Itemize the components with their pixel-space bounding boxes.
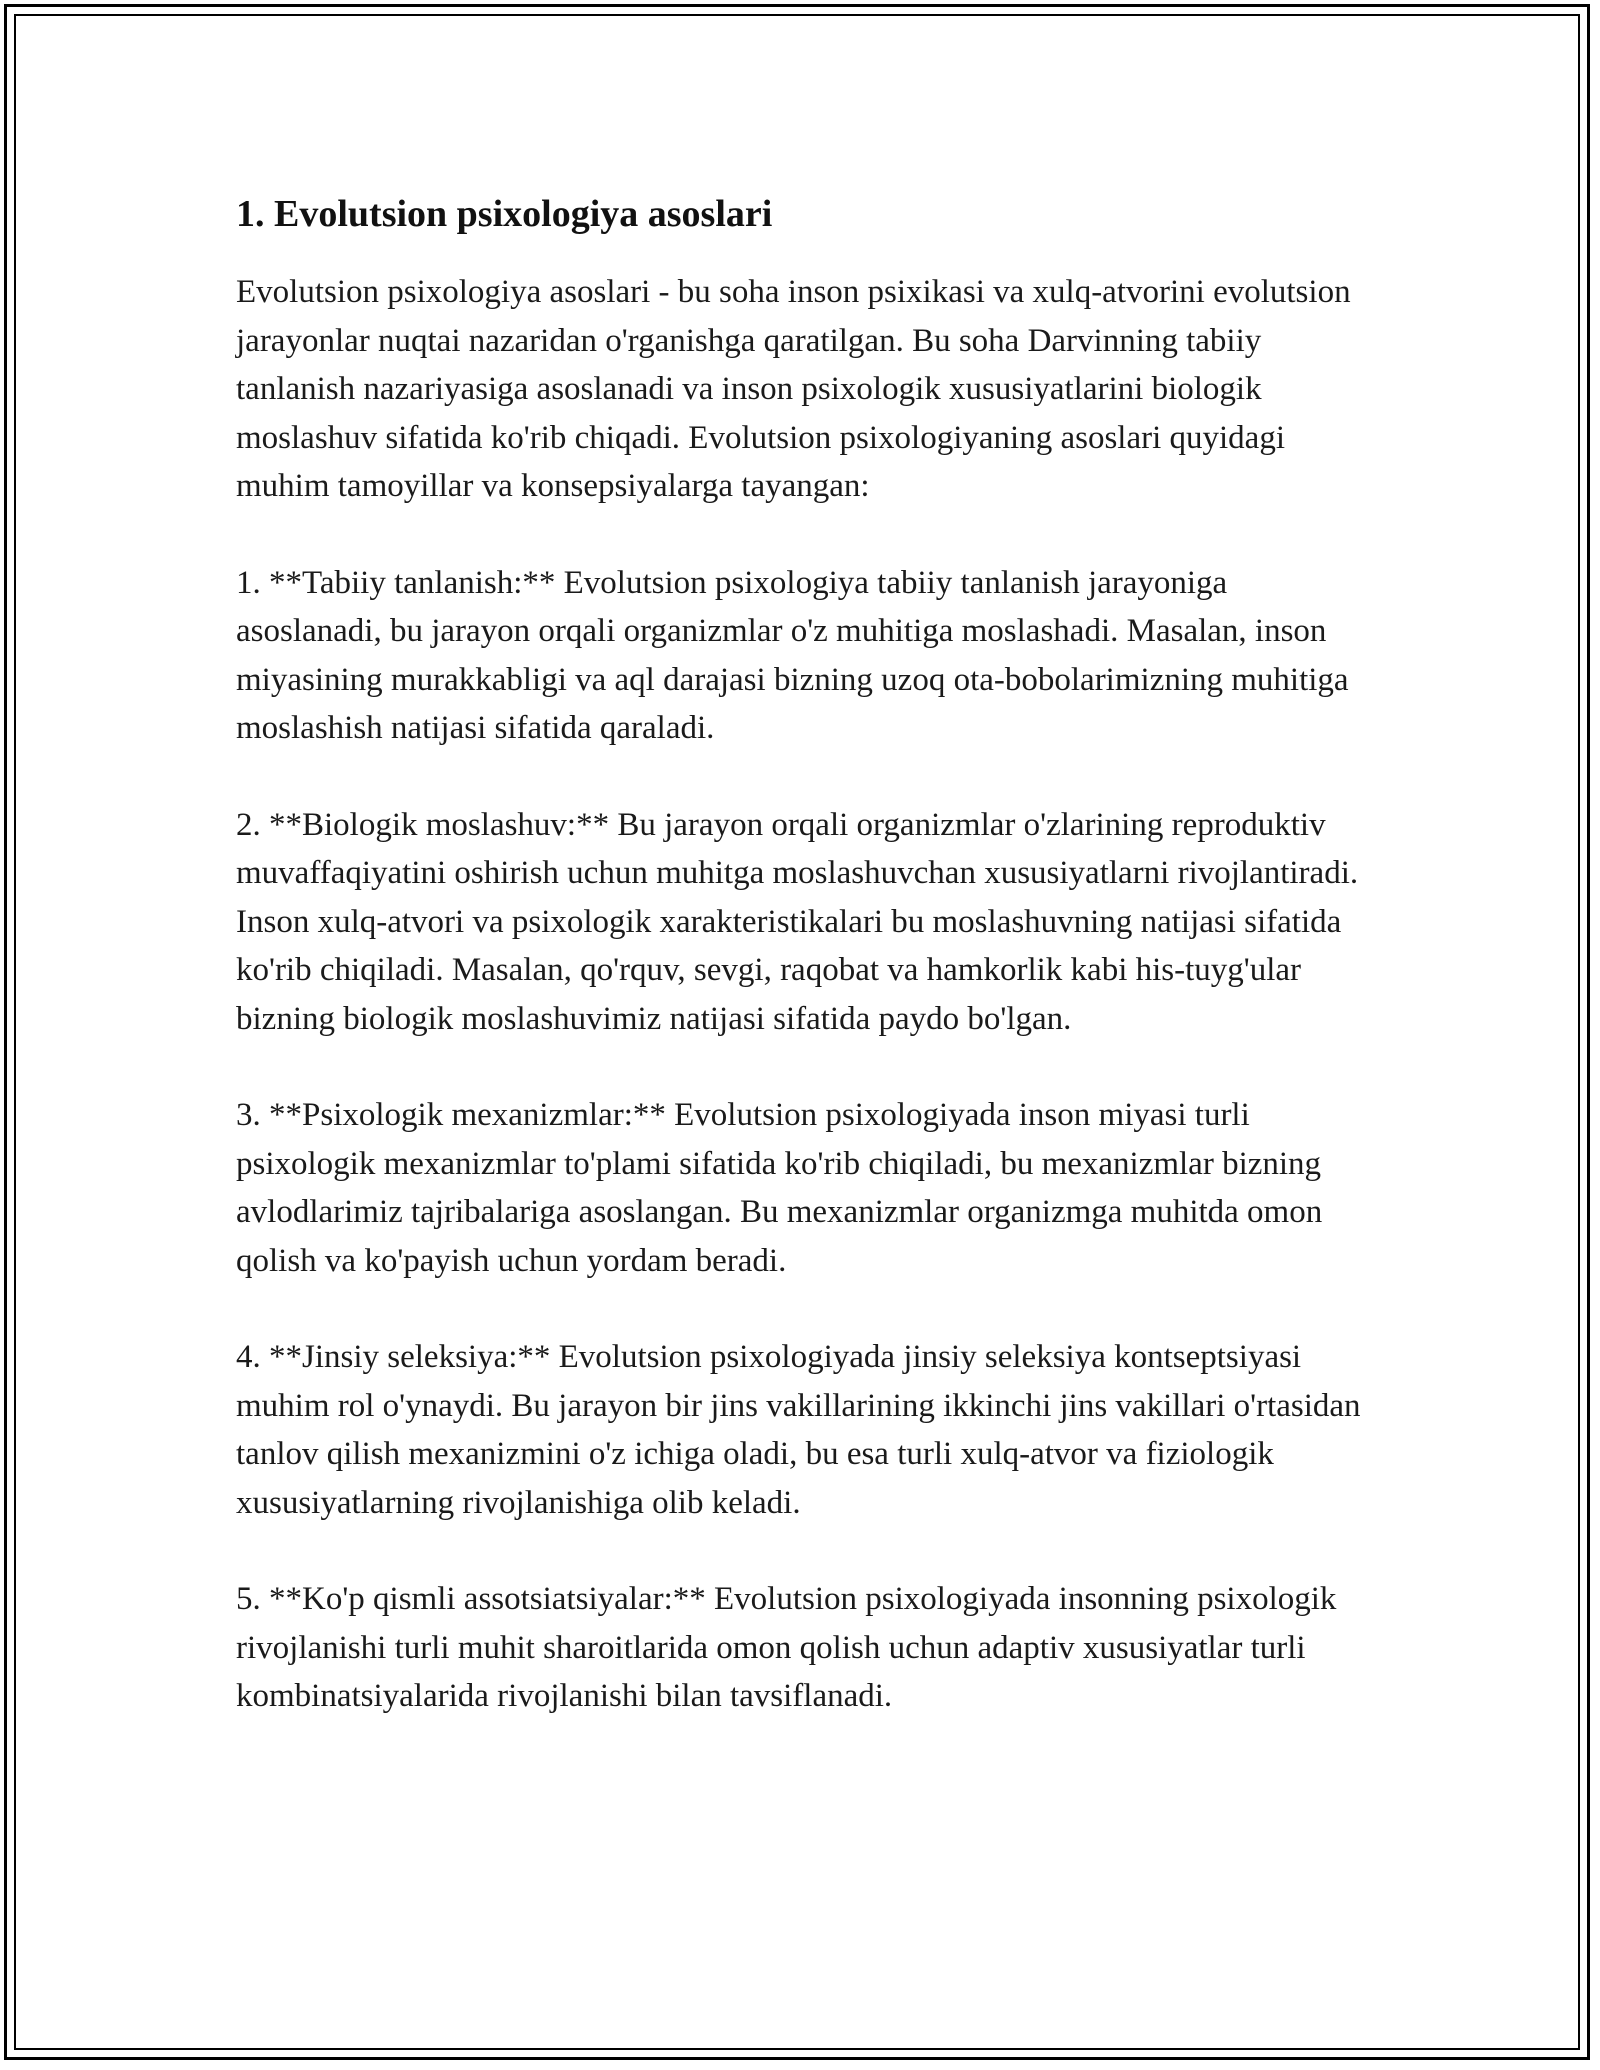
- intro-paragraph: Evolutsion psixologiya asoslari - bu soha inson psixikasi va xulq-atvorini evolutsion jarayonlar nuqtai nazaridan o'rganishga qaratilgan. Bu soha Darvinning tabiiy tanlanish nazariyasiga asoslanadi va inson psixologik xususiyatlarini biologik moslashuv sifatida ko'rib chiqadi. Evolutsion psixologiyaning asoslari quyidagi muhim tamoyillar va konsepsiyalarga tayangan:: [236, 274, 1351, 504]
- list-item-biologik-moslashuv: 2. **Biologik moslashuv:** Bu jarayon orqali organizmlar o'zlarining reproduktiv muvaffaqiyatini oshirish uchun muhitga moslashuvchan xususiyatlarni rivojlantiradi. Inson xulq-atvori va psixologik xarakteristikalari bu moslashuvning natijasi sifatida ko'rib chiqiladi. Masalan, qo'rquv, sevgi, raqobat va hamkorlik kabi his-tuyg'ular bizning biologik moslashuvimiz natijasi sifatida paydo bo'lgan.: [236, 806, 1359, 1037]
- section-heading: 1. Evolutsion psixologiya asoslari: [236, 193, 773, 235]
- list-item-psixologik-mexanizmlar: 3. **Psixologik mexanizmlar:** Evolutsion psixologiyada inson miyasi turli psixologik mexanizmlar to'plami sifatida ko'rib chiqiladi, bu mexanizmlar bizning avlodlarimiz tajribalariga asoslangan. Bu mexanizmlar organizmga muhitda omon qolish va ko'payish uchun yordam beradi.: [236, 1097, 1323, 1279]
- list-item-kop-qismli-assotsiatsiyalar: 5. **Ko'p qismli assotsiatsiyalar:** Evolutsion psixologiyada insonning psixologik rivojlanishi turli muhit sharoitlarida omon qolish uchun adaptiv xususiyatlar turli kombinatsiyalarida rivojlanishi bilan tavsiflanadi.: [236, 1581, 1337, 1714]
- list-item-tabiiy-tanlanish: 1. **Tabiiy tanlanish:** Evolutsion psixologiya tabiiy tanlanish jarayoniga asoslanadi, bu jarayon orqali organizmlar o'z muhitiga moslashadi. Masalan, inson miyasining murakkabligi va aql darajasi bizning uzoq ota-bobolarimizning muhitiga moslashish natijasi sifatida qaraladi.: [236, 564, 1349, 746]
- document-body: [236, 188, 1376, 1769]
- list-item-jinsiy-seleksiya: 4. **Jinsiy seleksiya:** Evolutsion psixologiyada jinsiy seleksiya kontseptsiyasi muhim rol o'ynaydi. Bu jarayon bir jins vakillarining ikkinchi jins vakillari o'rtasidan tanlov qilish mexanizmini o'z ichiga oladi, bu esa turli xulq-atvor va fiziologik xususiyatlarning rivojlanishiga olib keladi.: [236, 1339, 1361, 1521]
